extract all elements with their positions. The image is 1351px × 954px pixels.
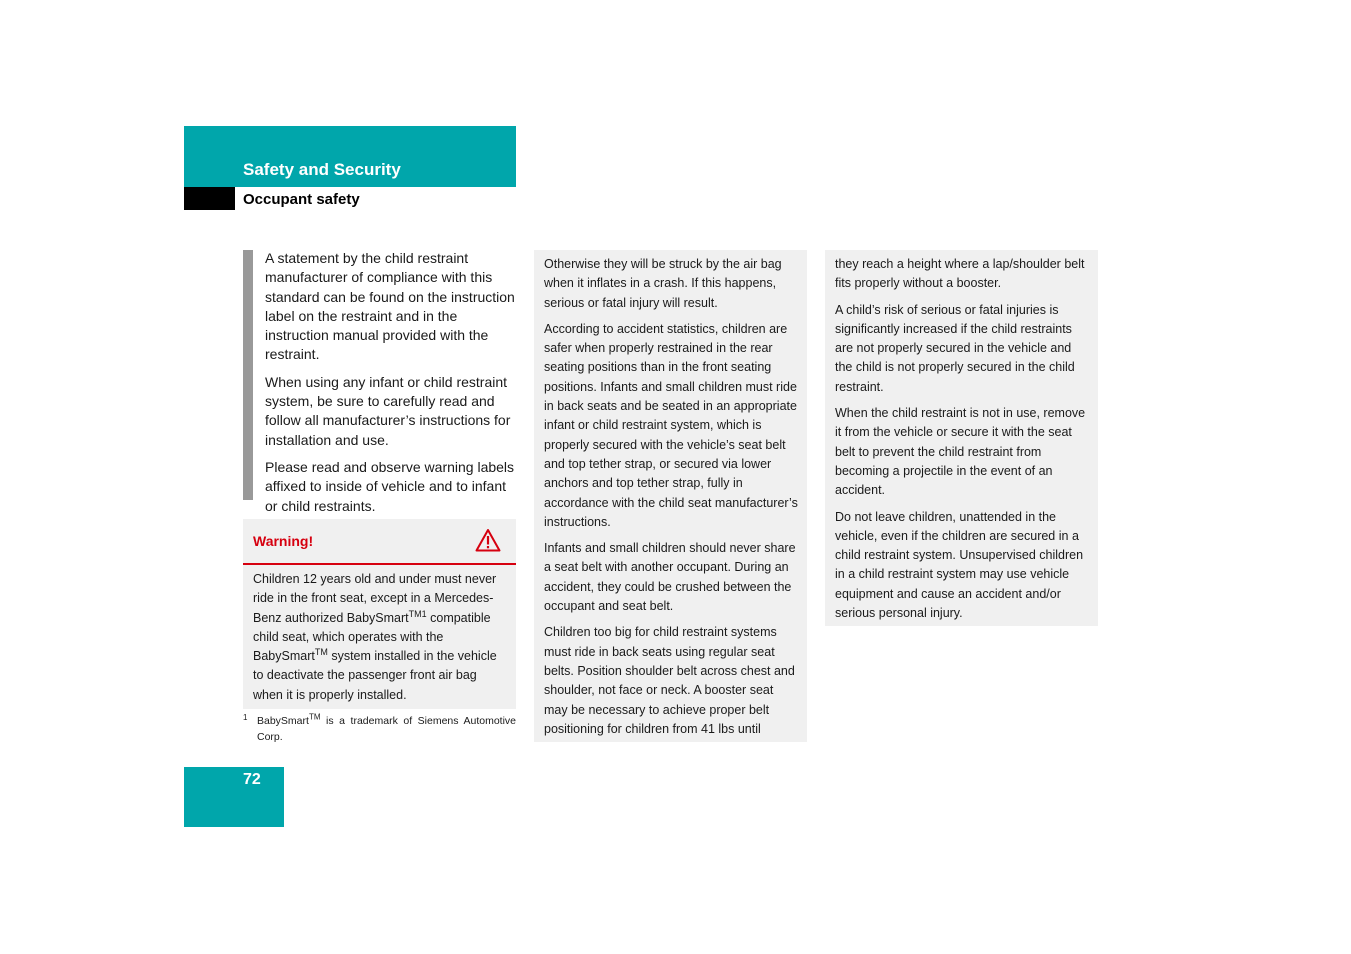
paragraph: Children too big for child restraint systems must ride in back seats using regular seat belts. Position shoulder belt across chest and shoulder, not face or neck. A booster seat may be necessary to achieve proper belt positioning for children from 41 lbs until xyxy=(544,625,795,736)
warning-text: Children 12 years old and under must never ride in the front seat, except in a Mercedes-Benz authorized BabySmart$^{TM1}$ compatible child seat, which operates with the BabySmart™ system installed in the vehicle to deactivate the passenger front air bag when it is properly installed. xyxy=(253,572,497,702)
paragraph: they reach a height where a lap/shoulder belt fits properly without a booster. xyxy=(835,257,1085,291)
warning-triangle-icon xyxy=(475,528,501,552)
text-panel-middle xyxy=(534,250,807,742)
side-rule xyxy=(243,250,253,500)
paragraph: When the child restraint is not in use, remove it from the vehicle or secure it with the seat belt to prevent the child restraint from becoming a projectile in the event of an accident. xyxy=(835,406,1086,498)
warning-box xyxy=(243,519,516,709)
paragraph: Please read and observe warning labels affixed to inside of vehicle and to infant or child restraints. xyxy=(265,458,515,514)
paragraph: Otherwise they will be struck by the air bag when it inflates in a crash. If this happens, serious or fatal injury will result. xyxy=(544,257,782,310)
paragraph: Infants and small children should never share a seat belt with another occupant. During an accident, they could be crushed between the occupant and seat belt. xyxy=(544,541,796,614)
section-title: Safety and Security xyxy=(243,160,401,179)
warning-header xyxy=(243,519,516,565)
paragraph: A child’s risk of serious or fatal injuries is significantly increased if the child restraints are not properly secured in the vehicle and the child is not properly secured in the child restraint. xyxy=(835,302,1075,394)
paragraph: A statement by the child restraint manufacturer of compliance with this standard can be found on the instruction label on the restraint and in the instruction manual provided with the restraint. xyxy=(265,250,515,363)
page-number-box xyxy=(184,767,284,827)
intro-column xyxy=(265,249,517,524)
subsection-marker xyxy=(184,187,235,210)
paragraph: When using any infant or child restraint system, be sure to carefully read and follow all manufacturer’s instructions for installation and use. xyxy=(265,373,511,448)
text-panel-right xyxy=(825,250,1098,626)
paragraph: Do not leave children, unattended in the vehicle, even if the children are secured in a child restraint system. Unsupervised children in a child restraint system may use vehicle equipment and cause an accident and/or serious personal injury. xyxy=(835,509,1084,621)
footnote-text: BabySmart™ is a trademark of Siemens Automotive Corp. xyxy=(257,712,516,743)
footnote xyxy=(243,713,516,745)
footnote-number: 1 xyxy=(243,713,248,722)
subsection-title: Occupant safety xyxy=(243,191,360,208)
warning-title: Warning! xyxy=(253,533,314,549)
page-number: 72 xyxy=(243,771,261,788)
paragraph: According to accident statistics, children are safer when properly restrained in the rear seating positions than in the front seating positions. Infants and small children must ride in back seats and be seated in an appropriate infant or child restraint system, which is properly secured with the vehicle’s seat belt and top tether strap, or secured via lower anchors and top tether strap, fully in accordance with the child seat manufacturer’s instructions. xyxy=(544,321,798,529)
